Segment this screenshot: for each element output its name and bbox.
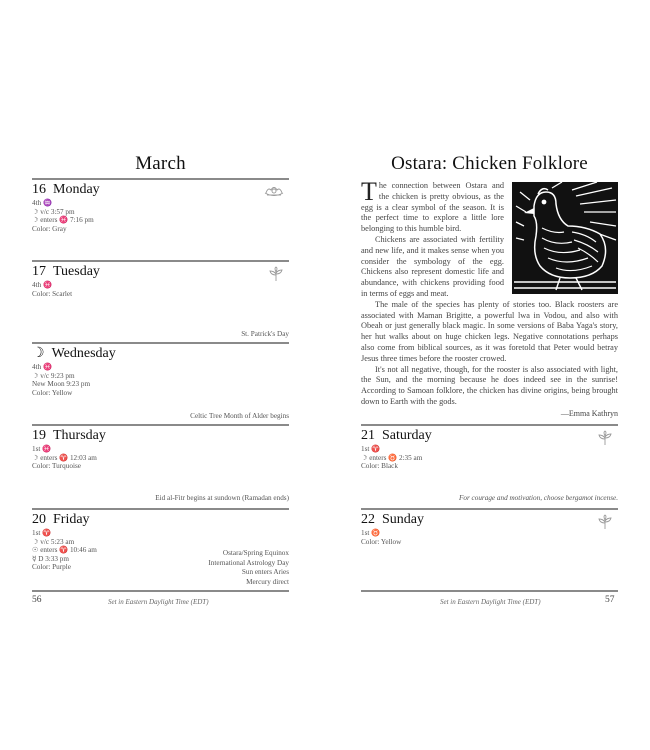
day-weekday: Tuesday	[53, 264, 100, 279]
moon-void: ☽ v/c 3:57 pm	[32, 207, 75, 216]
moon-phase: 1st ♈	[361, 445, 381, 453]
page-title: Ostara: Chicken Folklore	[391, 153, 588, 174]
day-color: Color: Black	[361, 462, 398, 470]
day-notes	[459, 494, 618, 504]
day-astro-lines	[32, 199, 289, 233]
moon-ingress: ☽ enters ♉ 2:35 am	[361, 453, 423, 462]
sprig-icon	[596, 514, 614, 530]
moon-phase: 4th ♓	[32, 363, 52, 371]
moon-ingress: ☽ enters ♈ 12:03 am	[32, 453, 97, 462]
moon-void: ☽ v/c 5:23 am	[32, 537, 75, 546]
moon-phase: 4th ♒	[32, 199, 52, 207]
day-heading	[32, 346, 289, 362]
day-notes	[190, 412, 289, 422]
chicken-woodcut-illustration	[512, 182, 618, 294]
day-notes	[208, 549, 289, 587]
timezone-note: Set in Eastern Daylight Time (EDT)	[108, 598, 209, 606]
paragraph-text: he connection between Ostara and the chicken is pretty obvious, as the egg is a clear symbol of the season. It is the perfect time to explore a little lore belonging to this humble bird.	[361, 181, 504, 234]
day-color: Color: Scarlet	[32, 289, 73, 298]
moon-phase: 1st ♉	[361, 529, 381, 537]
moon-ingress: ☽ enters ♓ 7:16 pm	[32, 216, 94, 224]
holiday-note: St. Patrick's Day	[241, 329, 289, 338]
timezone-note: Set in Eastern Daylight Time (EDT)	[440, 598, 541, 606]
chicken-icon	[512, 182, 618, 294]
new-moon-icon: ☽	[32, 346, 45, 361]
day-weekday: Thursday	[53, 428, 106, 443]
day-heading	[32, 512, 289, 528]
day-entry-21	[361, 426, 618, 506]
day-heading	[32, 264, 289, 280]
article-paragraph: Chickens are associated with fertility and new life, and it makes sense when you consider the symbology of the egg. Chickens also represent domestic life and abundance, with chickens providing food in terms of eggs and meat.	[361, 234, 504, 298]
day-notes	[241, 330, 289, 340]
day-number: 16	[32, 182, 46, 197]
mercury-direct: ☿ D 3:33 pm	[32, 554, 69, 563]
day-astro-lines	[32, 281, 289, 298]
day-entry-17	[32, 262, 289, 342]
holiday-note: Eid al-Fitr begins at sundown (Ramadan ends)	[155, 493, 289, 502]
page-bottom-rule	[361, 590, 618, 592]
page-number: 56	[32, 595, 42, 605]
holiday-note: Sun enters Aries	[241, 568, 289, 576]
holiday-note: Ostara/Spring Equinox	[222, 549, 289, 557]
day-heading	[32, 428, 289, 444]
day-heading	[361, 428, 618, 444]
day-weekday: Wednesday	[51, 346, 116, 361]
moon-crown-icon	[263, 184, 285, 198]
moon-phase: 1st ♈	[32, 529, 52, 537]
drop-cap: T	[361, 177, 377, 206]
day-number: 17	[32, 264, 46, 279]
day-number: 22	[361, 512, 375, 527]
new-moon-time: New Moon 9:23 pm	[32, 380, 91, 388]
day-entry-18	[32, 344, 289, 424]
article-author: —Emma Kathryn	[560, 408, 618, 418]
day-entry-22	[361, 510, 618, 590]
page-number: 57	[605, 595, 615, 605]
day-astro-lines	[361, 445, 618, 471]
page-title: March	[135, 153, 186, 174]
holiday-note: Celtic Tree Month of Alder begins	[190, 411, 289, 420]
article-paragraph: It's not all negative, though, for the rooster is also associated with light, the Sun, and the morning because he does indeed see in the sunrise! According to Samoan folklore, the chicken has divine origins, being brought down to Earth with the gods.	[361, 364, 618, 406]
day-heading	[361, 512, 618, 528]
sun-ingress: ☉ enters ♈ 10:46 am	[32, 546, 97, 554]
day-weekday: Monday	[53, 182, 100, 197]
moon-phase: 1st ♓	[32, 445, 52, 453]
day-weekday: Friday	[53, 512, 90, 527]
day-color: Color: Yellow	[32, 388, 73, 397]
day-astro-lines	[361, 529, 618, 546]
day-astro-lines	[32, 363, 289, 397]
incense-tip: For courage and motivation, choose bergamot incense.	[458, 493, 618, 502]
article-paragraph: The male of the species has plenty of stories too. Black roosters are associated with Maman Brigitte, a powerful lwa in Vodou, and also with Obeah or just generally black magic. In some versions of Baba Yaga's story, her hut walks about on huge chicken legs. Negative connotations perhaps also come from biblical sources, as it was foretold that Peter would betray Jesus three times before the rooster crowed.	[361, 299, 618, 363]
moon-phase: 4th ♓	[32, 281, 52, 289]
day-number: 21	[361, 428, 375, 443]
right-page	[325, 0, 650, 750]
day-astro-lines	[32, 445, 289, 471]
holiday-note: Mercury direct	[246, 577, 289, 586]
day-weekday: Saturday	[382, 428, 432, 443]
sprig-icon	[596, 430, 614, 446]
day-color: Color: Yellow	[361, 537, 402, 546]
day-color: Color: Gray	[32, 224, 67, 233]
sprig-icon	[267, 266, 285, 282]
day-color: Color: Purple	[32, 563, 71, 571]
day-notes	[155, 494, 289, 504]
day-entry-20	[32, 510, 289, 590]
day-heading	[32, 182, 289, 198]
day-number: 20	[32, 512, 46, 527]
moon-void: ☽ v/c 9:23 pm	[32, 371, 75, 380]
day-entry-16	[32, 180, 289, 260]
day-color: Color: Turquoise	[32, 462, 81, 470]
holiday-note: International Astrology Day	[208, 558, 289, 567]
day-number: 19	[32, 428, 46, 443]
page-bottom-rule	[32, 590, 289, 592]
article	[361, 177, 618, 420]
day-entry-19	[32, 426, 289, 506]
day-weekday: Sunday	[382, 512, 424, 527]
